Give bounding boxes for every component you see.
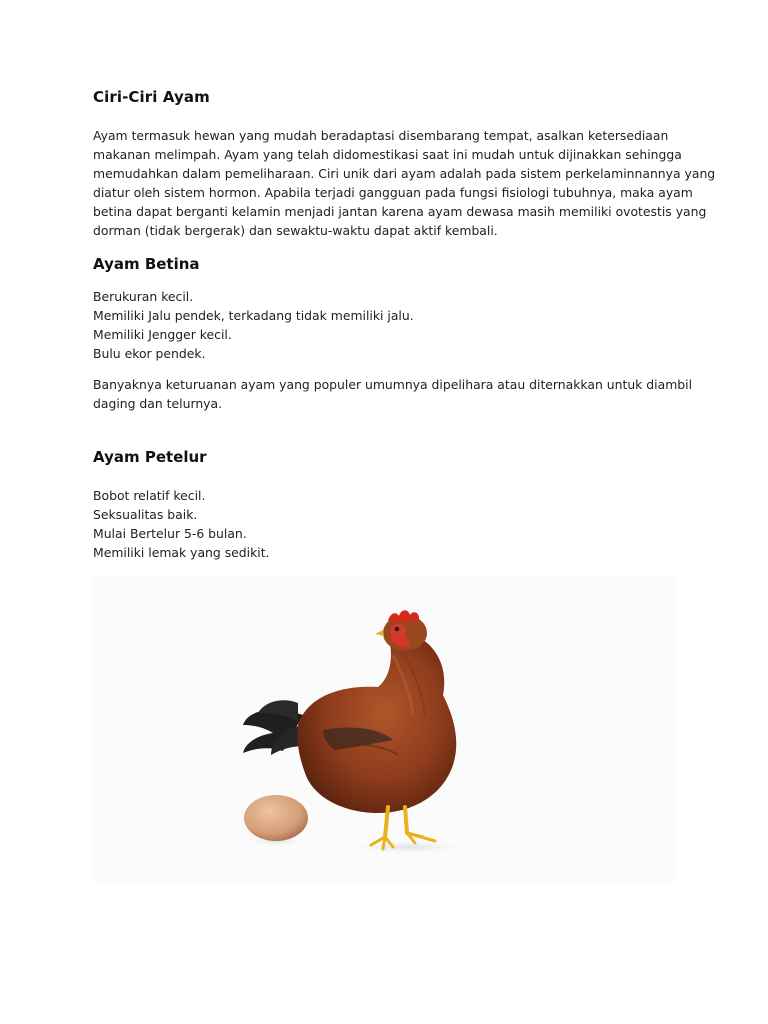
betina-traits-list xyxy=(93,288,668,364)
beak xyxy=(375,630,384,636)
note-line: daging dan telurnya. xyxy=(93,395,223,411)
note-line: Banyaknya keturuanan ayam yang populer umumnya dipelihara atau diternakkan untuk diambil xyxy=(93,377,693,392)
trait-item: Mulai Bertelur 5-6 bulan. xyxy=(93,525,247,541)
petelur-traits-list xyxy=(93,487,668,563)
heading-ayam-betina: Ayam Betina xyxy=(93,255,200,273)
heading-ayam-petelur: Ayam Petelur xyxy=(93,448,207,466)
betina-note-paragraph xyxy=(93,376,693,414)
intro-line: makanan melimpah. Ayam yang telah didomestikasi saat ini mudah untuk dijinakkan sehingga xyxy=(93,146,682,162)
hen-body xyxy=(297,632,456,813)
intro-line: betina dapat berganti kelamin menjadi jantan karena ayam dewasa masih memiliki ovotestis yang xyxy=(93,203,707,219)
comb-icon xyxy=(388,610,419,622)
intro-paragraph xyxy=(93,127,716,240)
trait-item: Memiliki Jalu pendek, terkadang tidak memiliki jalu. xyxy=(93,307,414,323)
intro-line: memudahkan dalam pemeliharaan. Ciri unik dari ayam adalah pada sistem perkelaminnannya yang xyxy=(93,165,716,181)
hen-and-egg-photo xyxy=(93,575,676,882)
trait-item: Memiliki lemak yang sedikit. xyxy=(93,544,270,560)
egg-icon xyxy=(244,795,308,841)
eye-icon xyxy=(395,627,399,631)
document-title: Ciri-Ciri Ayam xyxy=(93,88,210,106)
trait-item: Memiliki Jengger kecil. xyxy=(93,326,232,342)
hen-legs xyxy=(385,807,407,837)
trait-item: Bulu ekor pendek. xyxy=(93,345,206,361)
trait-item: Bobot relatif kecil. xyxy=(93,488,206,503)
trait-item: Berukuran kecil. xyxy=(93,289,194,304)
intro-line: Ayam termasuk hewan yang mudah beradaptasi disembarang tempat, asalkan ketersediaan xyxy=(93,128,669,143)
trait-item: Seksualitas baik. xyxy=(93,506,198,522)
intro-line: dorman (tidak bergerak) dan sewaktu-waktu dapat aktif kembali. xyxy=(93,222,498,238)
hen-shadow xyxy=(338,839,478,855)
intro-line: diatur oleh sistem hormon. Apabila terjadi gangguan pada fungsi fisiologi tubuhnya, maka ayam xyxy=(93,184,693,200)
